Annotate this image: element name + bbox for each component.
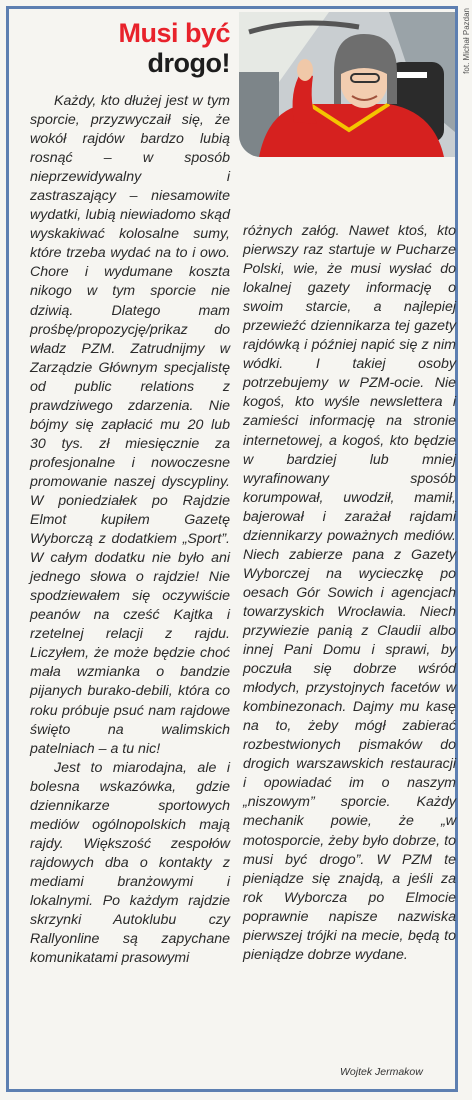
article-headline [12, 18, 230, 78]
headline-line-1: Musi być [118, 18, 230, 48]
paragraph: różnych załóg. Nawet ktoś, kto pierwszy raz startuje w Pucharze Polski, wie, że musi wysłać do lokalnej gazety informację o swoim starcie, a najlepiej przewieźć dziennikarza tej gazety rajdówką i później napić się z nim wódki. I takiej osoby potrzebujemy w PZM-ocie. Nie kogoś, kto wyśle newslettera i zamieści informację na stronie internetowej, a kogoś, kto będzie w bardziej lub mniej wyrafinowany sposób korumpował, uwodził, mamił, bajerował i zarażał rajdami dziennikarzy poważnych mediów. Niech zabierze pana z Gazety Wyborczej na wycieczkę po oesach Gór Sowich i agencjach towarzyskich Wrocławia. Niech przywiezie panią z Claudii albo innej Pani Domu i sprawi, by poczuła się dobrze wśród młodych, przystojnych facetów w kombinezonach. Dajmy mu kasę na to, żeby mógł zabierać rozbestwionych pismaków do drogich warszawskich restauracji i opowiadać im o naszym „niszowym” sporcie. Każdy mechanik powie, że „w motosporcie, żeby było dobrze, to musi być drogo”. W PZM te pieniądze się znajdą, a jeśli za rok Wyborcza po Elmocie poprawnie napisze nazwiska pierwszej trójki na mecie, będą to pieniądze dobrze wydane. [243, 223, 456, 963]
author-signature: Wojtek Jermakow [340, 1066, 423, 1078]
driver-photo-illustration [239, 12, 455, 157]
article-column-right [243, 222, 456, 965]
article-column-left [30, 92, 230, 968]
driver-photo [239, 12, 455, 157]
paragraph: Każdy, kto dłużej jest w tym sporcie, przyzwyczaił się, że wokół rajdów bardzo lubią rosnąć – w sposób nieprzewidywalny i zastraszający – niesamowite wydatki, lubią niewiadomo skąd wyskakiwać kolosalne sumy, które trzeba wydać na to i owo. Chore i wydumane koszta nikogo w tym sporcie nie dziwią. Dlatego mam prośbę/propozycję/prikaz do władz PZM. Zatrudnijmy w Zarządzie Głównym specjalistę od public relations z prawdziwego zdarzenia. Nie bójmy się zapłacić mu 20 lub 30 tys. zł miesięcznie za profesjonalne i nowoczesne promowanie naszej dyscypliny. W poniedziałek po Rajdzie Elmot kupiłem Gazetę Wyborczą z dodatkiem „Sport”. W całym dodatku nie było ani jednego słowa o rajdzie! Nie spodziewałem się oczywiście peanów na cześć Kajtka i rzetelnej relacji z rajdu. Liczyłem, że może będzie choć mała wzmianka o bandzie pijanych burako-debili, która co roku próbuje psuć nam rajdowe święto na walimskich patelniach – a tu nic! [30, 93, 230, 757]
photo-credit: fot. Michał Pazdan [462, 8, 471, 74]
paragraph: Jest to miarodajna, ale i bolesna wskazówka, gdzie dziennikarze sportowych mediów ogólnopolskich mają rajdy. Większość zespołów rajdowych dba o kontakty z mediami branżowymi i lokalnymi. Po każdym rajdzie skrzynki Autoklubu czy Rallyonline są zapychane komunikatami prasowymi [30, 759, 230, 967]
headline-line-2: drogo! [147, 48, 230, 78]
